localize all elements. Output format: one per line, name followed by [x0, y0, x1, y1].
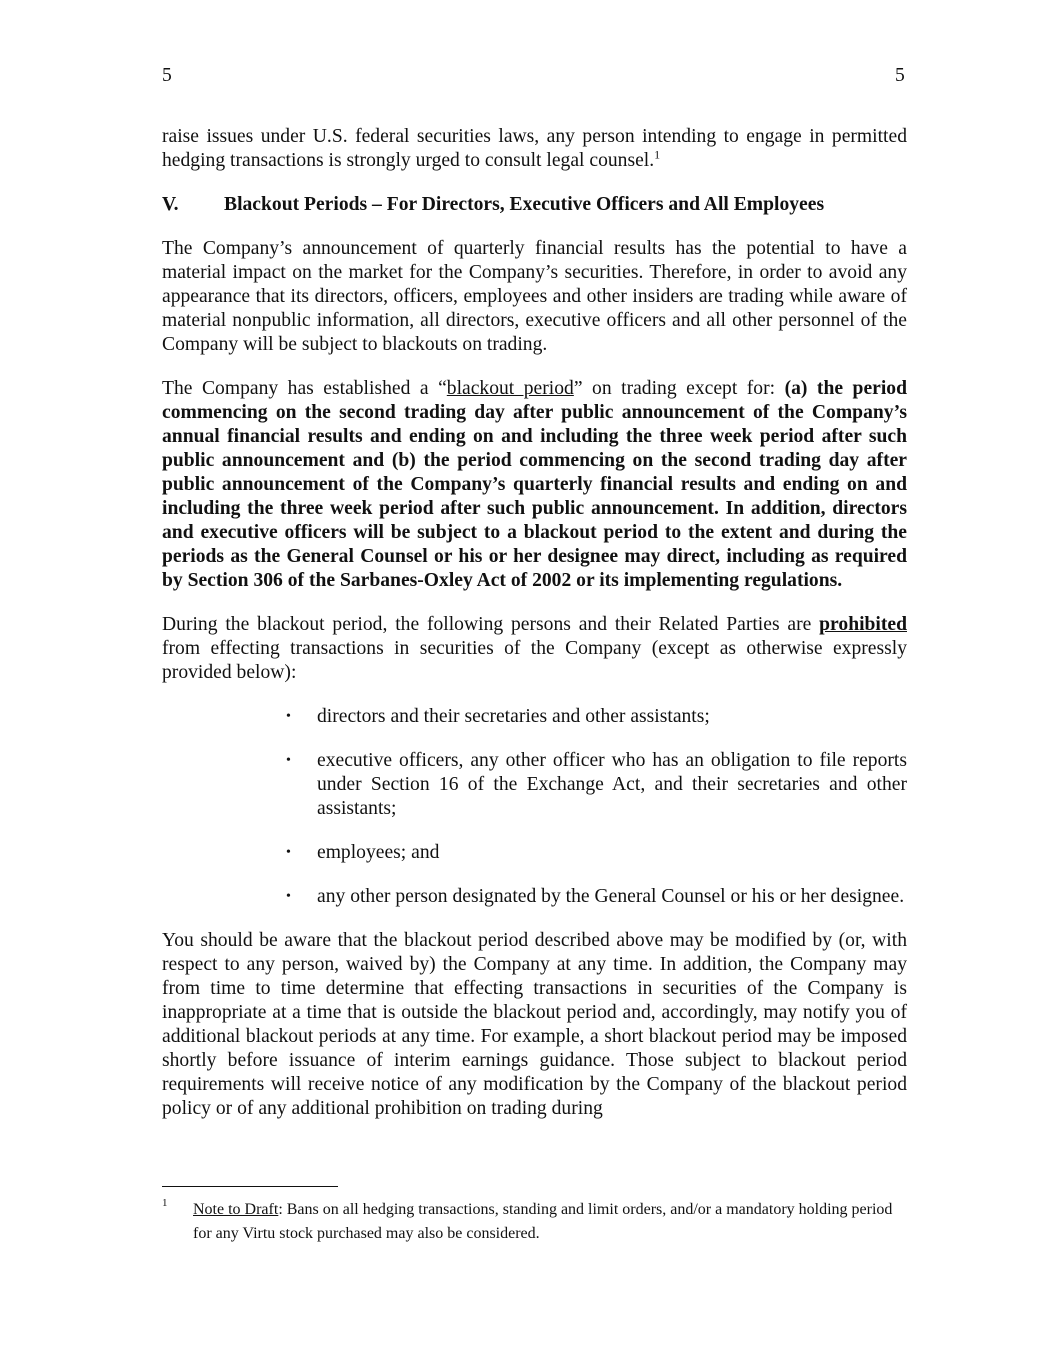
list-item-text: executive officers, any other officer who has an obligation to file reports under Section 16 of the Exchange Act, and their secretaries and other assistants; — [317, 750, 907, 819]
footnote-divider — [162, 1186, 338, 1187]
footnote — [162, 1198, 907, 1246]
bullet-icon: • — [286, 845, 291, 860]
prohibited-emphasis: prohibited — [819, 614, 907, 635]
page-number-left: 5 — [162, 65, 172, 86]
list-item — [286, 749, 907, 821]
list-item-text: directors and their secretaries and other assistants; — [317, 706, 710, 727]
bullet-icon: • — [286, 709, 291, 724]
footnote-reference[interactable]: 1 — [654, 147, 661, 162]
intro-paragraph — [162, 125, 907, 173]
bullet-icon: • — [286, 889, 291, 904]
bullet-icon: • — [286, 753, 291, 768]
footnote-body: : Bans on all hedging transactions, standing and limit orders, and/or a mandatory holding period for any Virtu stock purchased may also be considered. — [193, 1201, 893, 1242]
list-item — [286, 705, 907, 729]
paragraph-prohibited-persons — [162, 613, 907, 685]
list-item-text: employees; and — [317, 842, 440, 863]
intro-text: raise issues under U.S. federal securities laws, any person intending to engage in permitted hedging transactions is strongly urged to consult legal counsel. — [162, 126, 907, 171]
footnote-number: 1 — [162, 1197, 168, 1209]
page-number-right: 5 — [895, 65, 905, 86]
paragraph-modification-notice: You should be aware that the blackout period described above may be modified by (or, with respect to any person, waived by) the Company at any time. In addition, the Company may from time to time determine that effecting transactions in securities of the Company is inappropriate at a time that is outside the blackout period and, accordingly, may notify you of additional blackout periods at any time. For example, a short blackout period may be imposed shortly before issuance of interim earnings guidance. Those subject to blackout period requirements will receive notice of any modification by the Company of the blackout period policy or of any additional prohibition on trading during — [162, 930, 907, 1119]
footnote-text — [193, 1198, 907, 1246]
prohibited-outro: from effecting transactions in securities of the Company (except as otherwise expressly provided below): — [162, 638, 907, 683]
section-heading — [162, 193, 907, 217]
prohibited-persons-list — [162, 705, 907, 909]
prohibited-intro: During the blackout period, the following persons and their Related Parties are — [162, 614, 820, 635]
list-item — [286, 885, 907, 909]
blackout-definition-bold: (a) the period commencing on the second trading day after public announcement of the Company’s annual financial results and ending on and including the three week period after such public announcement and (b) the period commencing on the second trading day after public announcement of the Company’s quarterly financial results and ending on and including the three week period after such public announcement. In addition, directors and executive officers will be subject to a blackout period to the extent and during the periods as the General Counsel or his or her designee may direct, including as required by Section 306 of the Sarbanes-Oxley Act of 2002 or its implementing regulations. — [162, 378, 907, 591]
list-item — [286, 841, 907, 865]
section-number: V. — [162, 194, 179, 215]
paragraph-quarterly-results: The Company’s announcement of quarterly financial results has the potential to have a material impact on the market for the Company’s securities. Therefore, in order to avoid any appearance that its directors, officers, employees and other insiders are trading while aware of material nonpublic information, all directors, executive officers and all other personnel of the Company will be subject to blackouts on trading. — [162, 238, 907, 355]
document-body — [162, 125, 907, 1121]
footnote-label: Note to Draft — [193, 1201, 279, 1218]
list-item-text: any other person designated by the General Counsel or his or her designee. — [317, 886, 905, 907]
section-title: Blackout Periods – For Directors, Executive Officers and All Employees — [224, 194, 825, 215]
defined-term-blackout-period: blackout period — [446, 378, 574, 399]
blackout-definition-mid: ” on trading except for: — [573, 378, 785, 399]
paragraph-blackout-definition — [162, 377, 907, 593]
blackout-definition-intro: The Company has established a “ — [162, 378, 447, 399]
